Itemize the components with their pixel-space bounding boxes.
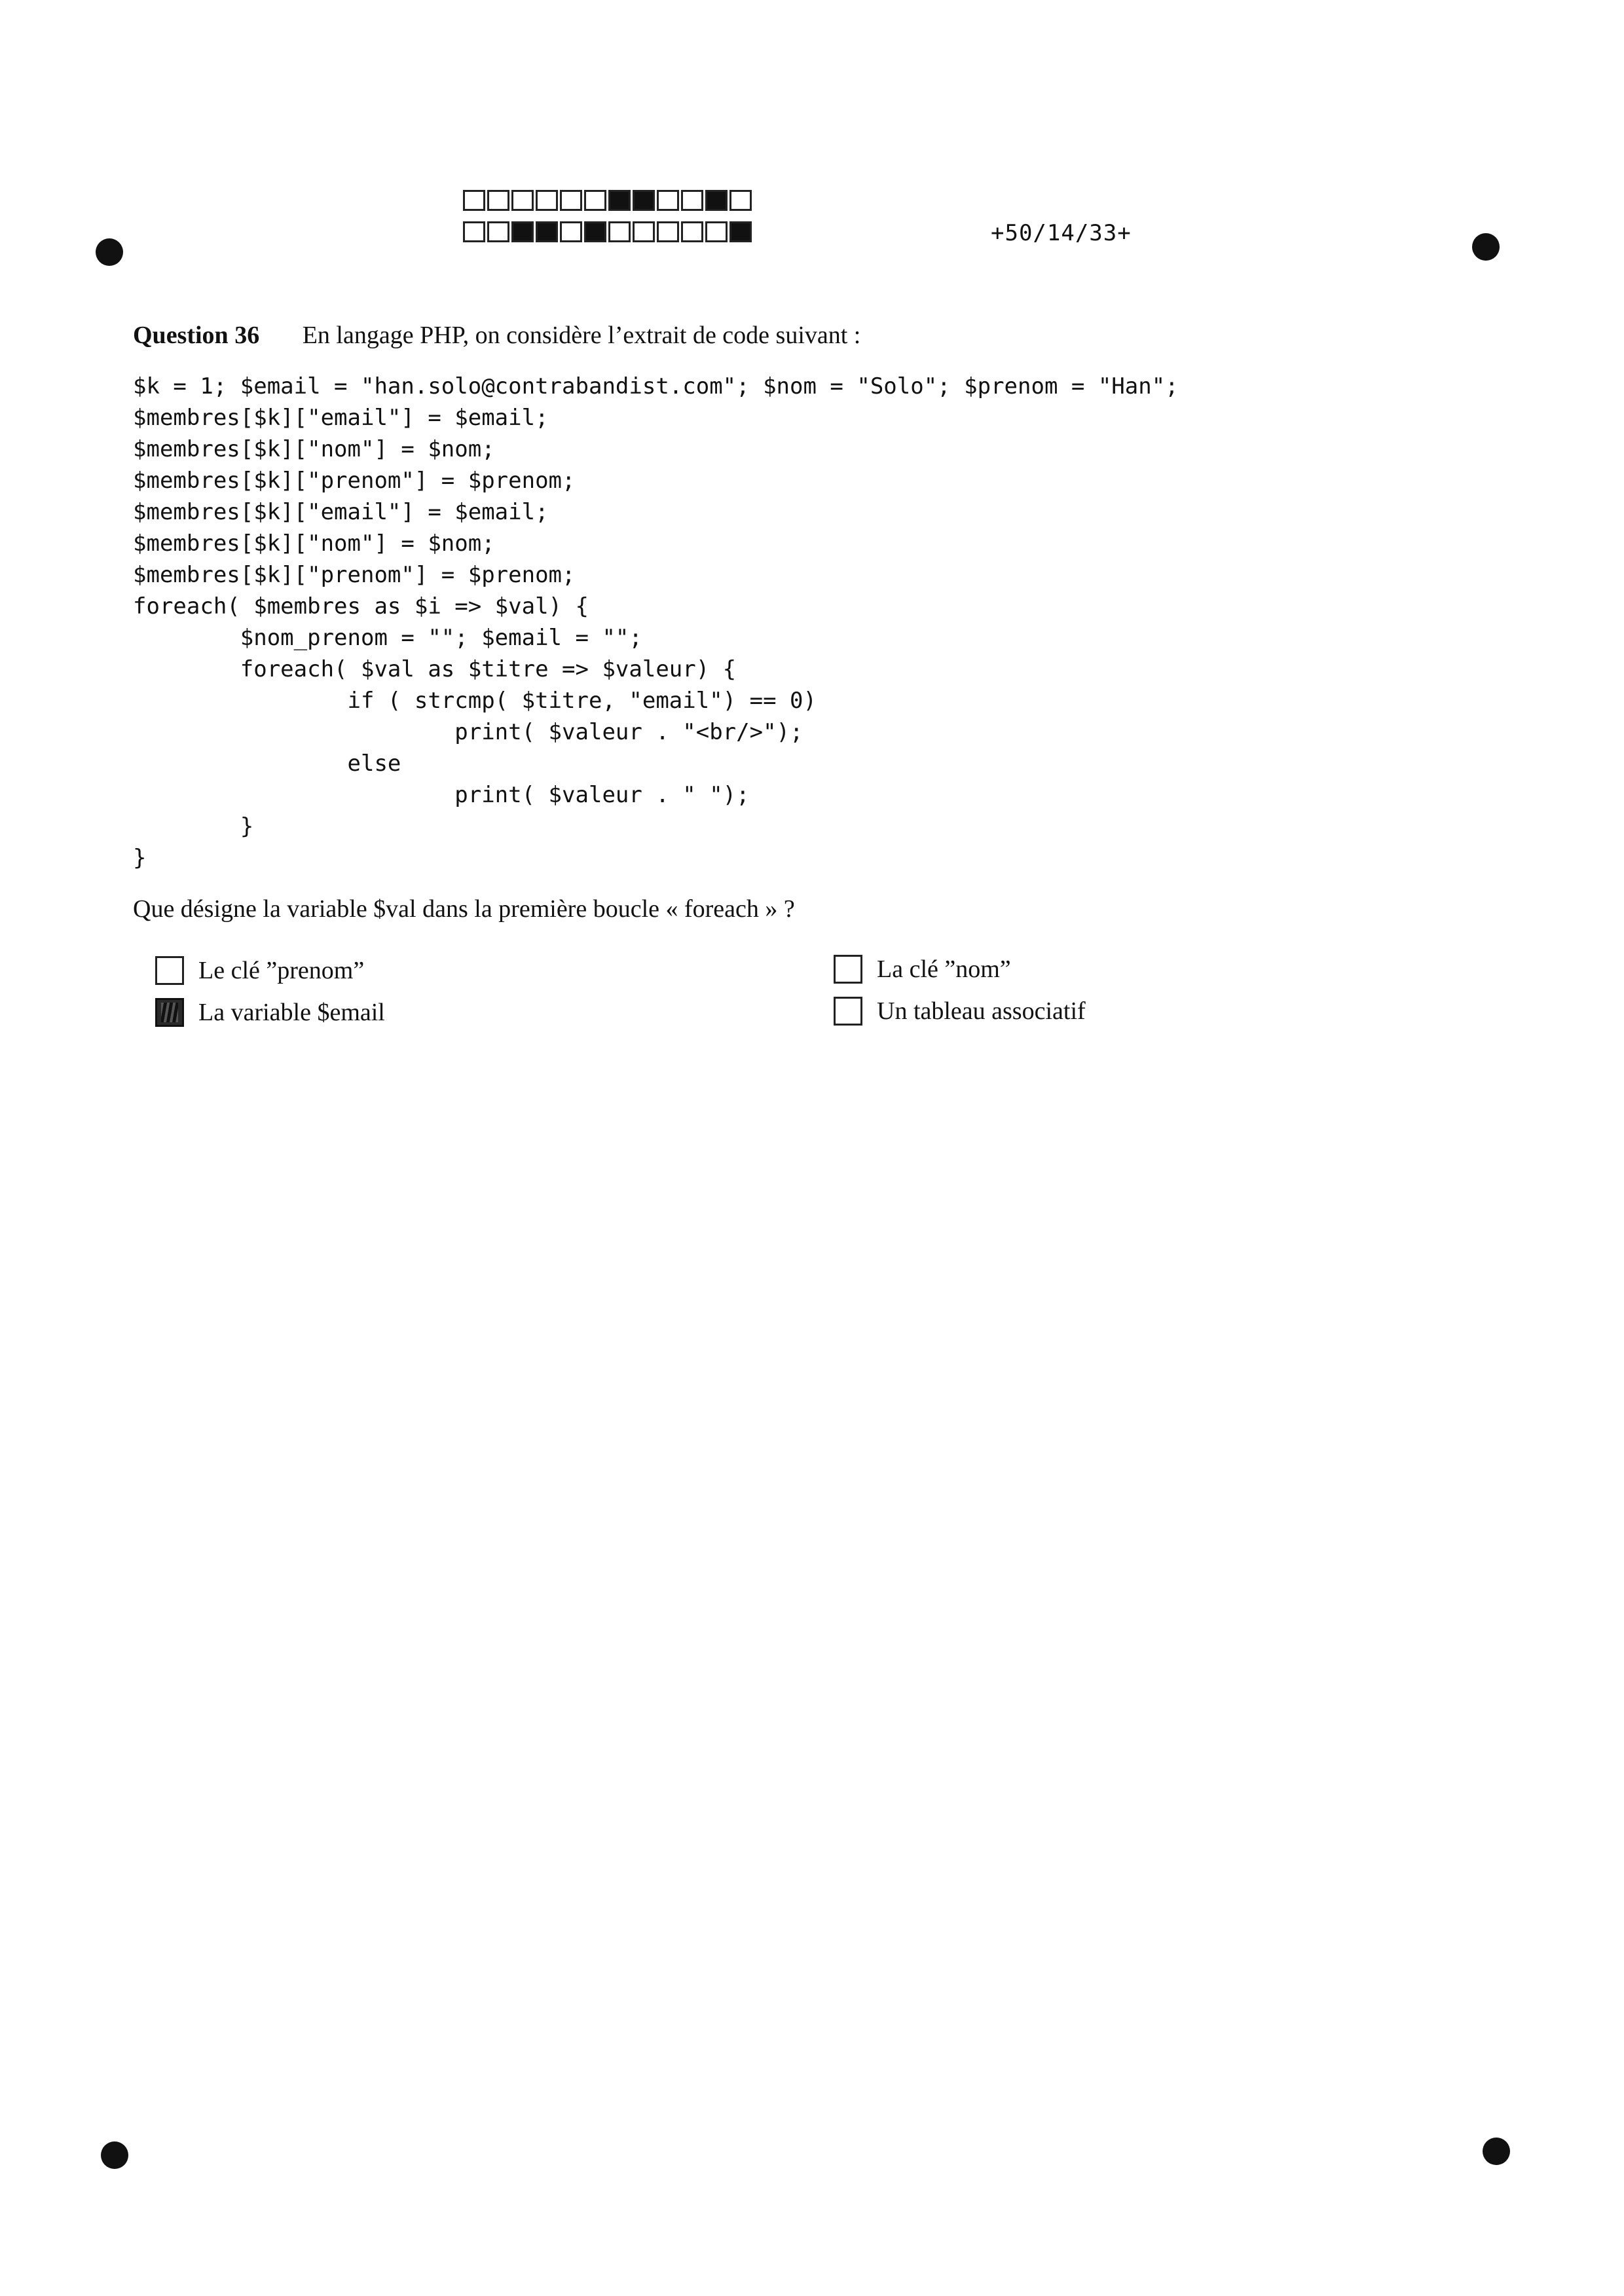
page-id: +50/14/33+ — [991, 220, 1132, 246]
answer-option-3[interactable] — [155, 998, 385, 1027]
answer-option-2[interactable] — [834, 955, 1011, 984]
registration-mark-top-right — [1472, 233, 1500, 261]
code-line: $membres[$k]["nom"] = $nom; — [133, 436, 495, 462]
code-line: } — [133, 845, 147, 871]
question-header — [133, 321, 860, 350]
code-line: $membres[$k]["email"] = $email; — [133, 499, 549, 525]
answer-label: La clé ”nom” — [877, 955, 1011, 983]
code-line: if ( strcmp( $titre, "email") == 0) — [133, 688, 817, 714]
code-line: $k = 1; $email = "han.solo@contrabandist.com"; $nom = "Solo"; $prenom = "Han"; — [133, 373, 1179, 399]
barcode-row-bottom — [463, 221, 754, 242]
answer-checkbox[interactable] — [834, 955, 862, 984]
code-line: $membres[$k]["nom"] = $nom; — [133, 530, 495, 557]
code-line: else — [133, 750, 401, 777]
question-title: Question 36 — [133, 322, 260, 349]
answer-label: Le clé ”prenom” — [198, 957, 365, 984]
answer-label: Un tableau associatif — [877, 997, 1086, 1025]
answer-checkbox-checked[interactable] — [155, 998, 184, 1027]
code-line: foreach( $membres as $i => $val) { — [133, 593, 589, 620]
code-line: print( $valeur . "<br/>"); — [133, 719, 803, 745]
registration-mark-bottom-right — [1483, 2138, 1510, 2165]
code-line: $membres[$k]["email"] = $email; — [133, 405, 549, 431]
answer-checkbox[interactable] — [834, 997, 862, 1026]
answer-checkbox[interactable] — [155, 956, 184, 985]
code-line: $membres[$k]["prenom"] = $prenom; — [133, 468, 576, 494]
code-line: print( $valeur . " "); — [133, 782, 750, 808]
question-prompt: Que désigne la variable $val dans la première boucle « foreach » ? — [133, 895, 795, 923]
code-line: foreach( $val as $titre => $valeur) { — [133, 656, 737, 682]
code-line: $nom_prenom = ""; $email = ""; — [133, 625, 642, 651]
question-intro: En langage PHP, on considère l’extrait de code suivant : — [302, 322, 861, 349]
answer-option-4[interactable] — [834, 997, 1086, 1026]
code-block — [133, 371, 1179, 874]
barcode-row-top — [463, 190, 754, 211]
answer-option-1[interactable] — [155, 956, 364, 985]
code-line: $membres[$k]["prenom"] = $prenom; — [133, 562, 576, 588]
code-line: } — [133, 813, 254, 840]
registration-mark-top-left — [96, 238, 123, 266]
answer-label: La variable $email — [198, 999, 385, 1026]
registration-mark-bottom-left — [101, 2141, 128, 2169]
